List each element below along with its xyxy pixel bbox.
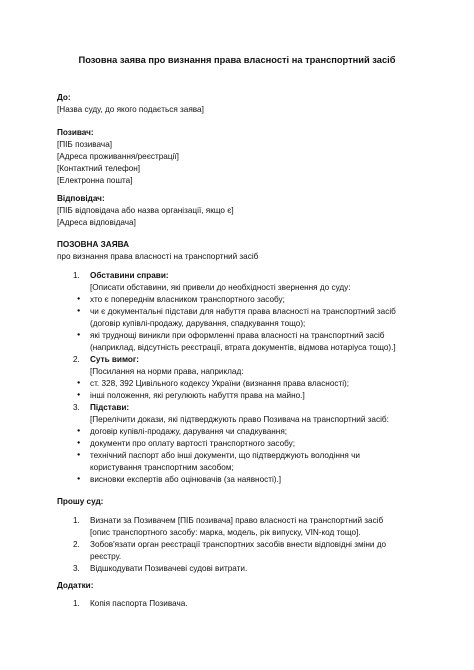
list-item: ● інші положення, які регулюють набуття права на майно.] — [90, 390, 305, 402]
request-item: Зобов'язати орган реєстрації транспортних засобів внести відповідні зміни до — [90, 540, 387, 549]
request-number: 2. — [73, 540, 80, 549]
court-name: [Назва суду, до якого подається заява] — [57, 105, 204, 114]
section-intro: [Перелічити докази, які підтверджують право Позивача на транспортний засіб: — [90, 415, 389, 424]
plaintiff-address: [Адреса проживання/реєстрації] — [57, 152, 179, 161]
section-number: 1. — [73, 271, 80, 280]
list-item-continuation: (наприклад, відсутність реєстрації, втрата документів, відмова нотаріуса тощо).] — [90, 343, 396, 352]
section-number: 2. — [73, 355, 80, 364]
list-item-continuation: користування транспортним засобом; — [90, 463, 234, 472]
attachment-item: Копія паспорта Позивача. — [90, 599, 188, 608]
section-title: Суть вимог: — [90, 355, 140, 364]
section-intro: [Посилання на норми права, наприклад: — [90, 367, 244, 376]
list-item: ● висновки експертів або оцінювачів (за наявності).] — [90, 474, 281, 486]
plaintiff-name: [ПІБ позивача] — [57, 140, 113, 149]
section-number: 3. — [73, 403, 80, 412]
attachment-number: 1. — [73, 599, 80, 608]
list-item: ● документи про оплату вартості транспортного засобу; — [90, 438, 295, 450]
defendant-address: [Адреса відповідача] — [57, 218, 136, 227]
list-item: ● чи є документальні підстави для набуття права власності на транспортний засіб — [90, 306, 396, 318]
list-item: ● ст. 328, 392 Цивільного кодексу України (визнання права власності); — [90, 378, 349, 390]
section-title: Обставини справи: — [90, 271, 169, 280]
section-title: Підстави: — [90, 403, 130, 412]
request-label: Прошу суд: — [57, 497, 104, 506]
plaintiff-phone: [Контактний телефон] — [57, 164, 141, 173]
list-item: ● які труднощі виникли при оформленні права власності на транспортний засіб — [90, 330, 384, 342]
list-item: ● технічний паспорт або інші документи, що підтверджують володіння чи — [90, 450, 360, 462]
plaintiff-label: Позивач: — [57, 128, 94, 137]
list-item-continuation: (договір купівлі-продажу, дарування, спадкування тощо); — [90, 319, 306, 328]
section-intro: [Описати обставини, які привели до необхідності звернення до суду: — [90, 283, 351, 292]
plaintiff-email: [Електронна пошта] — [57, 176, 133, 185]
request-item-continuation: [опис транспортного засобу: марка, модель, рік випуску, VIN-код тощо]. — [90, 528, 361, 537]
document-title: Позовна заява про визнання права власності на транспортний засіб — [78, 55, 396, 65]
list-item: ● хто є попереднім власником транспортного засобу; — [90, 294, 285, 306]
list-item: ● договір купівлі-продажу, дарування чи спадкування; — [90, 426, 287, 438]
request-item-continuation: реєстру. — [90, 552, 122, 561]
defendant-name: [ПІБ відповідача або назва організації, якщо є] — [57, 206, 234, 215]
request-number: 3. — [73, 564, 80, 573]
claim-subheading: про визнання права власності на транспортний засіб — [57, 252, 259, 261]
claim-heading: ПОЗОВНА ЗАЯВА — [57, 240, 129, 249]
request-number: 1. — [73, 516, 80, 525]
to-label: До: — [57, 93, 71, 102]
attachments-label: Додатки: — [57, 581, 94, 590]
request-item: Визнати за Позивачем [ПІБ позивача] право власності на транспортний засіб — [90, 516, 384, 525]
request-item: Відшкодувати Позивачеві судові витрати. — [90, 564, 248, 573]
defendant-label: Відповідач: — [57, 194, 105, 203]
